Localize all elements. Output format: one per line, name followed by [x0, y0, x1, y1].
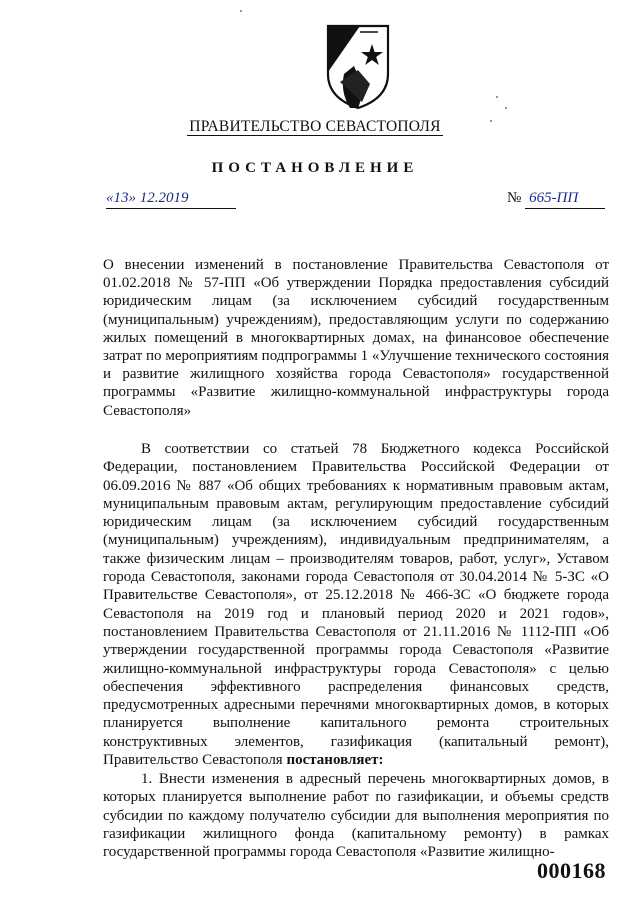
date-day: 13 — [113, 190, 129, 206]
scan-speck — [505, 107, 507, 109]
government-title: ПРАВИТЕЛЬСТВО СЕВАСТОПОЛЯ — [189, 118, 441, 135]
date-open-quote: « — [106, 190, 114, 206]
number-sign: № — [507, 190, 522, 206]
document-type-heading: ПОСТАНОВЛЕНИЕ — [211, 160, 419, 176]
preamble-paragraph — [103, 440, 609, 769]
scan-speck — [240, 10, 242, 12]
sevastopol-coat-of-arms-icon — [320, 22, 396, 110]
document-number — [507, 190, 605, 209]
scan-speck — [490, 120, 492, 122]
date-close-quote: » — [128, 190, 136, 206]
date-month-year: 12.2019 — [139, 190, 189, 206]
scan-speck — [496, 96, 498, 98]
preamble-text: В соответствии со статьей 78 Бюджетного кодекса Российской Федерации, постановлением Правительства Российской Федерации от 06.09.2016 № 887 «Об общих требованиях к нормативным правовым актам, муниципальным правовым актам, регулирующим предоставление субсидий юридическим лицам (за исключением субсидий государственным (муниципальным) учреждениям), индивидуальным предпринимателям, а также физическим лицам – производителям товаров, работ, услуг», Уставом города Севастополя, законами города Севастополя от 30.04.2014 № 5-ЗС «О Правительстве Севастополя», от 25.12.2018 № 466-ЗС «О бюджете города Севастополя на 2019 год и плановый период 2020 и 2021 годов», постановлением Правительства Севастополя от 21.11.2016 № 1112-ПП «Об утверждении государственной программы города Севастополя «Развитие жилищно-коммунальной инфраструктуры города Севастополя» с целью обеспечения эффективного распределения финансовых средств, предусмотренных адресными перечнями многоквартирных домов, в которых планируется выполнение капитального ремонта строительных конструктивных элементов, газификация (капитальный ремонт), Правительство Севастополя — [103, 441, 609, 769]
number-value: 665-ПП — [525, 190, 605, 209]
clause-1-paragraph: 1. Внести изменения в адресный перечень многоквартирных домов, в которых планируется выполнение работ по газификации, и объемы средств субсидии по каждому получателю субсидии для выполнения мероприятия по газификации жилищного фонда (капитальному ремонту) в рамках государственной программы города Севастополя «Развитие жилищно- — [103, 771, 609, 861]
document-date — [106, 190, 236, 209]
document-caption: О внесении изменений в постановление Правительства Севастополя от 01.02.2018 № 57-ПП «Об утверждении Порядка предоставления субсидий юридическим лицам (за исключением субсидий государственным (муниципальным) учреждениям), предоставляющим услуги по содержанию жилых помещений в многоквартирных домах, на финансовое обеспечение затрат по мероприятиям подпрограммы 1 «Улучшение технического состояния и развитие жилищного хозяйства города Севастополя» государственной программы «Развитие жилищно-коммунальной инфраструктуры города Севастополя» — [103, 257, 609, 419]
page-serial-number: 000168 — [537, 858, 606, 883]
resolves-word: постановляет: — [286, 752, 384, 769]
